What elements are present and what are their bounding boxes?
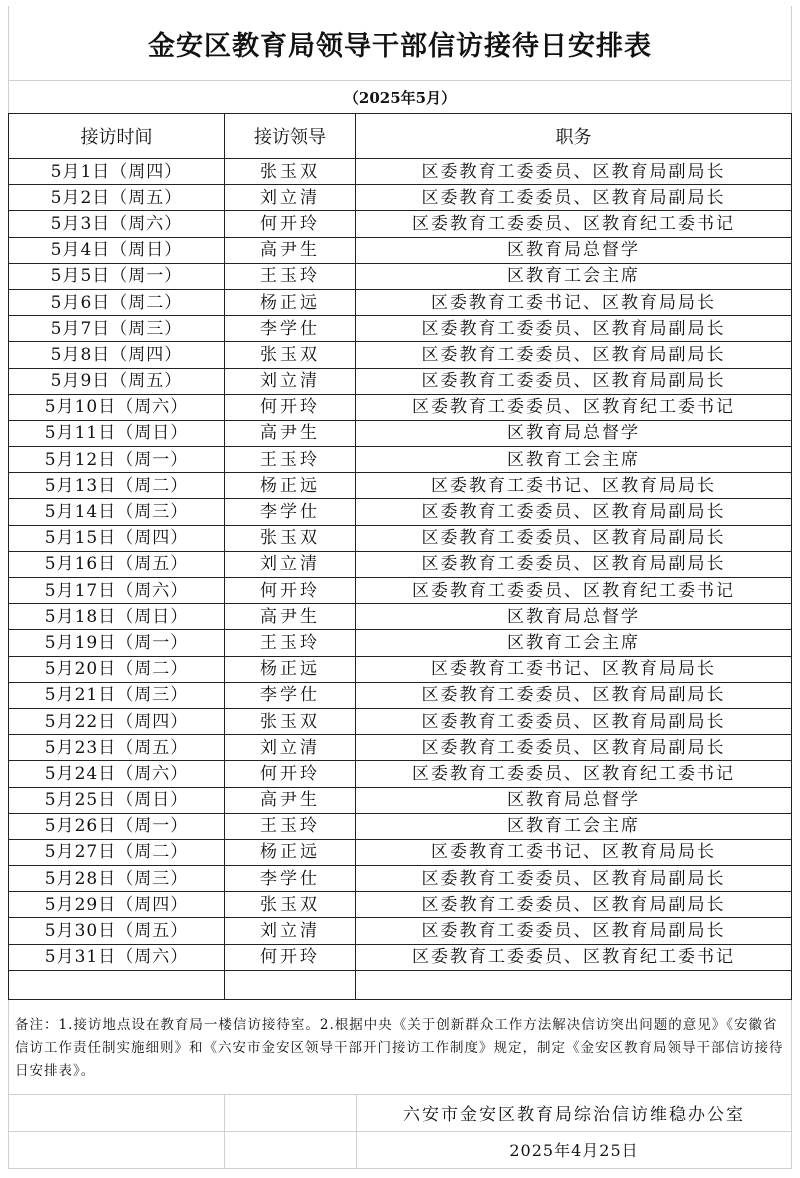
schedule-table — [8, 113, 792, 1000]
cell-date: 5月5日（周一） — [9, 263, 225, 289]
cell-leader: 刘立清 — [225, 735, 356, 761]
subtitle-row — [8, 80, 792, 113]
table-row — [9, 159, 792, 185]
cell-position: 区委教育工委委员、区教育局副局长 — [356, 892, 792, 918]
cell-position: 区委教育工委委员、区教育局副局长 — [356, 708, 792, 734]
cell-date: 5月26日（周一） — [9, 813, 225, 839]
table-row — [9, 342, 792, 368]
title-row — [8, 6, 792, 80]
cell-position: 区委教育工委委员、区教育局副局长 — [356, 525, 792, 551]
table-row — [9, 551, 792, 577]
cell-leader: 刘立清 — [225, 185, 356, 211]
cell-leader: 王玉玲 — [225, 447, 356, 473]
table-row — [9, 682, 792, 708]
table-header-row — [9, 114, 792, 159]
cell-position: 区委教育工委书记、区教育局局长 — [356, 839, 792, 865]
cell-leader: 李学仕 — [225, 316, 356, 342]
cell-position: 区教育工会主席 — [356, 813, 792, 839]
cell-position: 区教育局总督学 — [356, 420, 792, 446]
table-row — [9, 420, 792, 446]
cell-position: 区委教育工委委员、区教育纪工委书记 — [356, 944, 792, 970]
cell-date: 5月13日（周二） — [9, 473, 225, 499]
table-row — [9, 918, 792, 944]
cell-date: 5月28日（周三） — [9, 866, 225, 892]
cell-position: 区委教育工委委员、区教育局副局长 — [356, 342, 792, 368]
cell-date: 5月10日（周六） — [9, 394, 225, 420]
footer-empty-cell — [9, 1095, 225, 1131]
cell-leader: 何开玲 — [225, 944, 356, 970]
cell-leader: 高尹生 — [225, 787, 356, 813]
cell-position: 区教育工会主席 — [356, 263, 792, 289]
cell-position: 区委教育工委委员、区教育纪工委书记 — [356, 394, 792, 420]
cell-position: 区委教育工委委员、区教育局副局长 — [356, 185, 792, 211]
cell-position: 区委教育工委委员、区教育局副局长 — [356, 682, 792, 708]
footer-empty-cell — [225, 1132, 357, 1168]
table-row — [9, 473, 792, 499]
cell-position: 区委教育工委书记、区教育局局长 — [356, 289, 792, 315]
table-row — [9, 447, 792, 473]
cell-leader: 何开玲 — [225, 578, 356, 604]
empty-cell — [9, 970, 225, 999]
cell-date: 5月14日（周三） — [9, 499, 225, 525]
footer-office-row — [8, 1095, 792, 1132]
cell-date: 5月20日（周二） — [9, 656, 225, 682]
cell-leader: 王玉玲 — [225, 263, 356, 289]
cell-date: 5月30日（周五） — [9, 918, 225, 944]
cell-date: 5月16日（周五） — [9, 551, 225, 577]
cell-leader: 李学仕 — [225, 682, 356, 708]
cell-leader: 张玉双 — [225, 159, 356, 185]
cell-leader: 高尹生 — [225, 604, 356, 630]
cell-date: 5月18日（周日） — [9, 604, 225, 630]
cell-date: 5月22日（周四） — [9, 708, 225, 734]
cell-leader: 杨正远 — [225, 473, 356, 499]
cell-date: 5月19日（周一） — [9, 630, 225, 656]
cell-leader: 张玉双 — [225, 525, 356, 551]
cell-date: 5月9日（周五） — [9, 368, 225, 394]
footer-date-cell — [357, 1132, 791, 1168]
cell-position: 区委教育工委委员、区教育纪工委书记 — [356, 578, 792, 604]
cell-leader: 李学仕 — [225, 866, 356, 892]
empty-cell — [225, 970, 356, 999]
cell-date: 5月25日（周日） — [9, 787, 225, 813]
table-row — [9, 630, 792, 656]
cell-leader: 刘立清 — [225, 368, 356, 394]
cell-leader: 张玉双 — [225, 892, 356, 918]
cell-leader: 何开玲 — [225, 761, 356, 787]
table-row — [9, 185, 792, 211]
cell-position: 区委教育工委委员、区教育局副局长 — [356, 368, 792, 394]
cell-position: 区委教育工委委员、区教育纪工委书记 — [356, 211, 792, 237]
footer-date-row — [8, 1132, 792, 1169]
cell-date: 5月21日（周三） — [9, 682, 225, 708]
table-row — [9, 892, 792, 918]
cell-position: 区委教育工委书记、区教育局局长 — [356, 656, 792, 682]
cell-position: 区教育局总督学 — [356, 604, 792, 630]
table-row — [9, 211, 792, 237]
table-row — [9, 263, 792, 289]
table-row — [9, 761, 792, 787]
cell-leader: 何开玲 — [225, 394, 356, 420]
table-row — [9, 944, 792, 970]
cell-leader: 刘立清 — [225, 918, 356, 944]
cell-date: 5月11日（周日） — [9, 420, 225, 446]
table-row — [9, 839, 792, 865]
cell-date: 5月3日（周六） — [9, 211, 225, 237]
cell-position: 区委教育工委委员、区教育局副局长 — [356, 159, 792, 185]
table-row — [9, 525, 792, 551]
header-position: 职务 — [356, 114, 792, 159]
cell-leader: 李学仕 — [225, 499, 356, 525]
empty-cell — [356, 970, 792, 999]
cell-date: 5月8日（周四） — [9, 342, 225, 368]
table-row — [9, 368, 792, 394]
cell-date: 5月1日（周四） — [9, 159, 225, 185]
cell-leader: 刘立清 — [225, 551, 356, 577]
table-row — [9, 735, 792, 761]
cell-position: 区教育工会主席 — [356, 447, 792, 473]
cell-position: 区委教育工委委员、区教育局副局长 — [356, 316, 792, 342]
issuing-office: 六安市金安区教育局综治信访维稳办公室 — [403, 1105, 745, 1126]
cell-date: 5月15日（周四） — [9, 525, 225, 551]
table-row — [9, 237, 792, 263]
page-title: 金安区教育局领导干部信访接待日安排表 — [148, 30, 652, 62]
cell-date: 5月31日（周六） — [9, 944, 225, 970]
issue-date: 2025年4月25日 — [509, 1141, 639, 1161]
cell-position: 区教育工会主席 — [356, 630, 792, 656]
table-row — [9, 656, 792, 682]
cell-leader: 高尹生 — [225, 237, 356, 263]
table-row — [9, 787, 792, 813]
cell-position: 区委教育工委委员、区教育局副局长 — [356, 551, 792, 577]
table-row — [9, 708, 792, 734]
cell-position: 区教育局总督学 — [356, 237, 792, 263]
cell-leader: 高尹生 — [225, 420, 356, 446]
table-row — [9, 866, 792, 892]
cell-position: 区教育局总督学 — [356, 787, 792, 813]
cell-position: 区委教育工委委员、区教育局副局长 — [356, 866, 792, 892]
cell-date: 5月27日（周二） — [9, 839, 225, 865]
cell-position: 区委教育工委委员、区教育局副局长 — [356, 499, 792, 525]
table-row — [9, 813, 792, 839]
table-row — [9, 604, 792, 630]
footer-empty-cell — [225, 1095, 357, 1131]
table-row — [9, 289, 792, 315]
cell-date: 5月24日（周六） — [9, 761, 225, 787]
blank-row — [9, 970, 792, 999]
cell-date: 5月23日（周五） — [9, 735, 225, 761]
footer-office-cell — [357, 1095, 791, 1131]
cell-date: 5月2日（周五） — [9, 185, 225, 211]
table-row — [9, 394, 792, 420]
header-time: 接访时间 — [9, 114, 225, 159]
header-leader: 接访领导 — [225, 114, 356, 159]
table-row — [9, 499, 792, 525]
cell-leader: 杨正远 — [225, 289, 356, 315]
cell-date: 5月4日（周日） — [9, 237, 225, 263]
footer-empty-cell — [9, 1132, 225, 1168]
cell-leader: 张玉双 — [225, 342, 356, 368]
cell-leader: 张玉双 — [225, 708, 356, 734]
table-row — [9, 316, 792, 342]
schedule-sheet — [8, 6, 792, 1169]
cell-leader: 杨正远 — [225, 839, 356, 865]
cell-position: 区委教育工委委员、区教育局副局长 — [356, 918, 792, 944]
cell-leader: 王玉玲 — [225, 630, 356, 656]
table-body — [9, 159, 792, 1000]
cell-position: 区委教育工委委员、区教育局副局长 — [356, 735, 792, 761]
cell-date: 5月29日（周四） — [9, 892, 225, 918]
cell-date: 5月7日（周三） — [9, 316, 225, 342]
cell-leader: 王玉玲 — [225, 813, 356, 839]
cell-date: 5月6日（周二） — [9, 289, 225, 315]
remarks-note: 备注：1.接访地点设在教育局一楼信访接待室。2.根据中央《关于创新群众工作方法解决信访突出问题的意见》《安徽省信访工作责任制实施细则》和《六安市金安区领导干部开门接访工作制度》规定，制定《金安区教育局领导干部信访接待日安排表》。 — [8, 1000, 792, 1095]
cell-leader: 何开玲 — [225, 211, 356, 237]
cell-position: 区委教育工委书记、区教育局局长 — [356, 473, 792, 499]
cell-date: 5月12日（周一） — [9, 447, 225, 473]
page-subtitle: （2025年5月） — [343, 88, 457, 107]
cell-leader: 杨正远 — [225, 656, 356, 682]
table-row — [9, 578, 792, 604]
cell-date: 5月17日（周六） — [9, 578, 225, 604]
cell-position: 区委教育工委委员、区教育纪工委书记 — [356, 761, 792, 787]
